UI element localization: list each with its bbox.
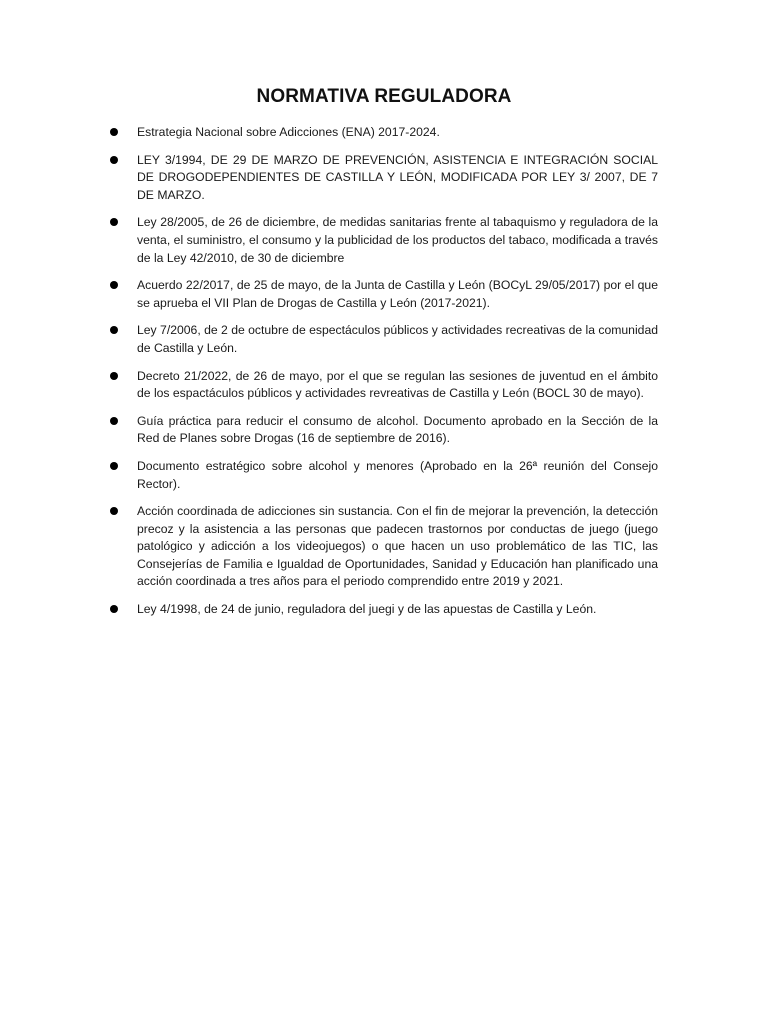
list-item (108, 277, 658, 312)
list-item-text: Acuerdo 22/2017, de 25 de mayo, de la Junta de Castilla y León (BOCyL 29/05/2017) por el que se aprueba el VII Plan de Drogas de Castilla y León (2017-2021). (137, 278, 658, 310)
list-item (108, 458, 658, 493)
list-item (108, 503, 658, 591)
list-item (108, 124, 658, 142)
bullet-icon (110, 128, 118, 136)
list-item (108, 413, 658, 448)
list-item (108, 152, 658, 205)
bullet-icon (110, 462, 118, 470)
bullet-icon (110, 417, 118, 425)
list-item (108, 322, 658, 357)
list-item-text: Guía práctica para reducir el consumo de alcohol. Documento aprobado en la Sección de la Red de Planes sobre Drogas (16 de septiembre de 2016). (137, 413, 658, 446)
document-title: NORMATIVA REGULADORA (256, 86, 512, 107)
list-item-text: Ley 28/2005, de 26 de diciembre, de medidas sanitarias frente al tabaquismo y reguladora de la venta, el suministro, el consumo y la publicidad de los productos del tabaco, modificada a través de la Ley 42/2010, de 30 de diciembre (137, 215, 658, 265)
list-item-text: LEY 3/1994, DE 29 DE MARZO DE PREVENCIÓN, ASISTENCIA E INTEGRACIÓN SOCIAL DE DROGODEPENDIENTES DE CASTILLA Y LEÓN, MODIFICADA POR LEY 3/ 2007, DE 7 DE MARZO. (137, 152, 658, 202)
list-item (108, 214, 658, 267)
list-item-text: Acción coordinada de adicciones sin sustancia. Con el fin de mejorar la prevención, la detección precoz y la asistencia a las personas que padecen trastornos por conductas de juego (juego patológico y adicción a los videojuegos) o que hacen un uso problemático de las TIC, las Consejerías de Familia e Igualdad de Oportunidades, Sanidad y Educación han planificado una acción coordinada a tres años para el periodo comprendido entre 2019 y 2021. (137, 504, 658, 589)
regulation-list (108, 124, 658, 629)
list-item-text: Ley 7/2006, de 2 de octubre de espectáculos públicos y actividades recreativas de la comunidad de Castilla y León. (137, 323, 659, 355)
list-item-text: Ley 4/1998, de 24 de junio, reguladora del juegi y de las apuestas de Castilla y León. (137, 602, 597, 617)
bullet-icon (110, 156, 118, 164)
bullet-icon (110, 326, 118, 334)
list-item-text: Documento estratégico sobre alcohol y menores (Aprobado en la 26ª reunión del Consejo Rector). (137, 458, 658, 491)
bullet-icon (110, 605, 118, 613)
list-item (108, 601, 658, 619)
bullet-icon (110, 507, 118, 515)
list-item-text: Decreto 21/2022, de 26 de mayo, por el que se regulan las sesiones de juventud en el ámbito de los espactáculos públicos y actividades revreativas de Castilla y León (BOCL 30 de mayo). (137, 368, 658, 401)
list-item-text: Estrategia Nacional sobre Adicciones (ENA) 2017-2024. (137, 125, 440, 139)
bullet-icon (110, 372, 118, 380)
list-item (108, 368, 658, 403)
bullet-icon (110, 281, 118, 289)
bullet-icon (110, 218, 118, 226)
